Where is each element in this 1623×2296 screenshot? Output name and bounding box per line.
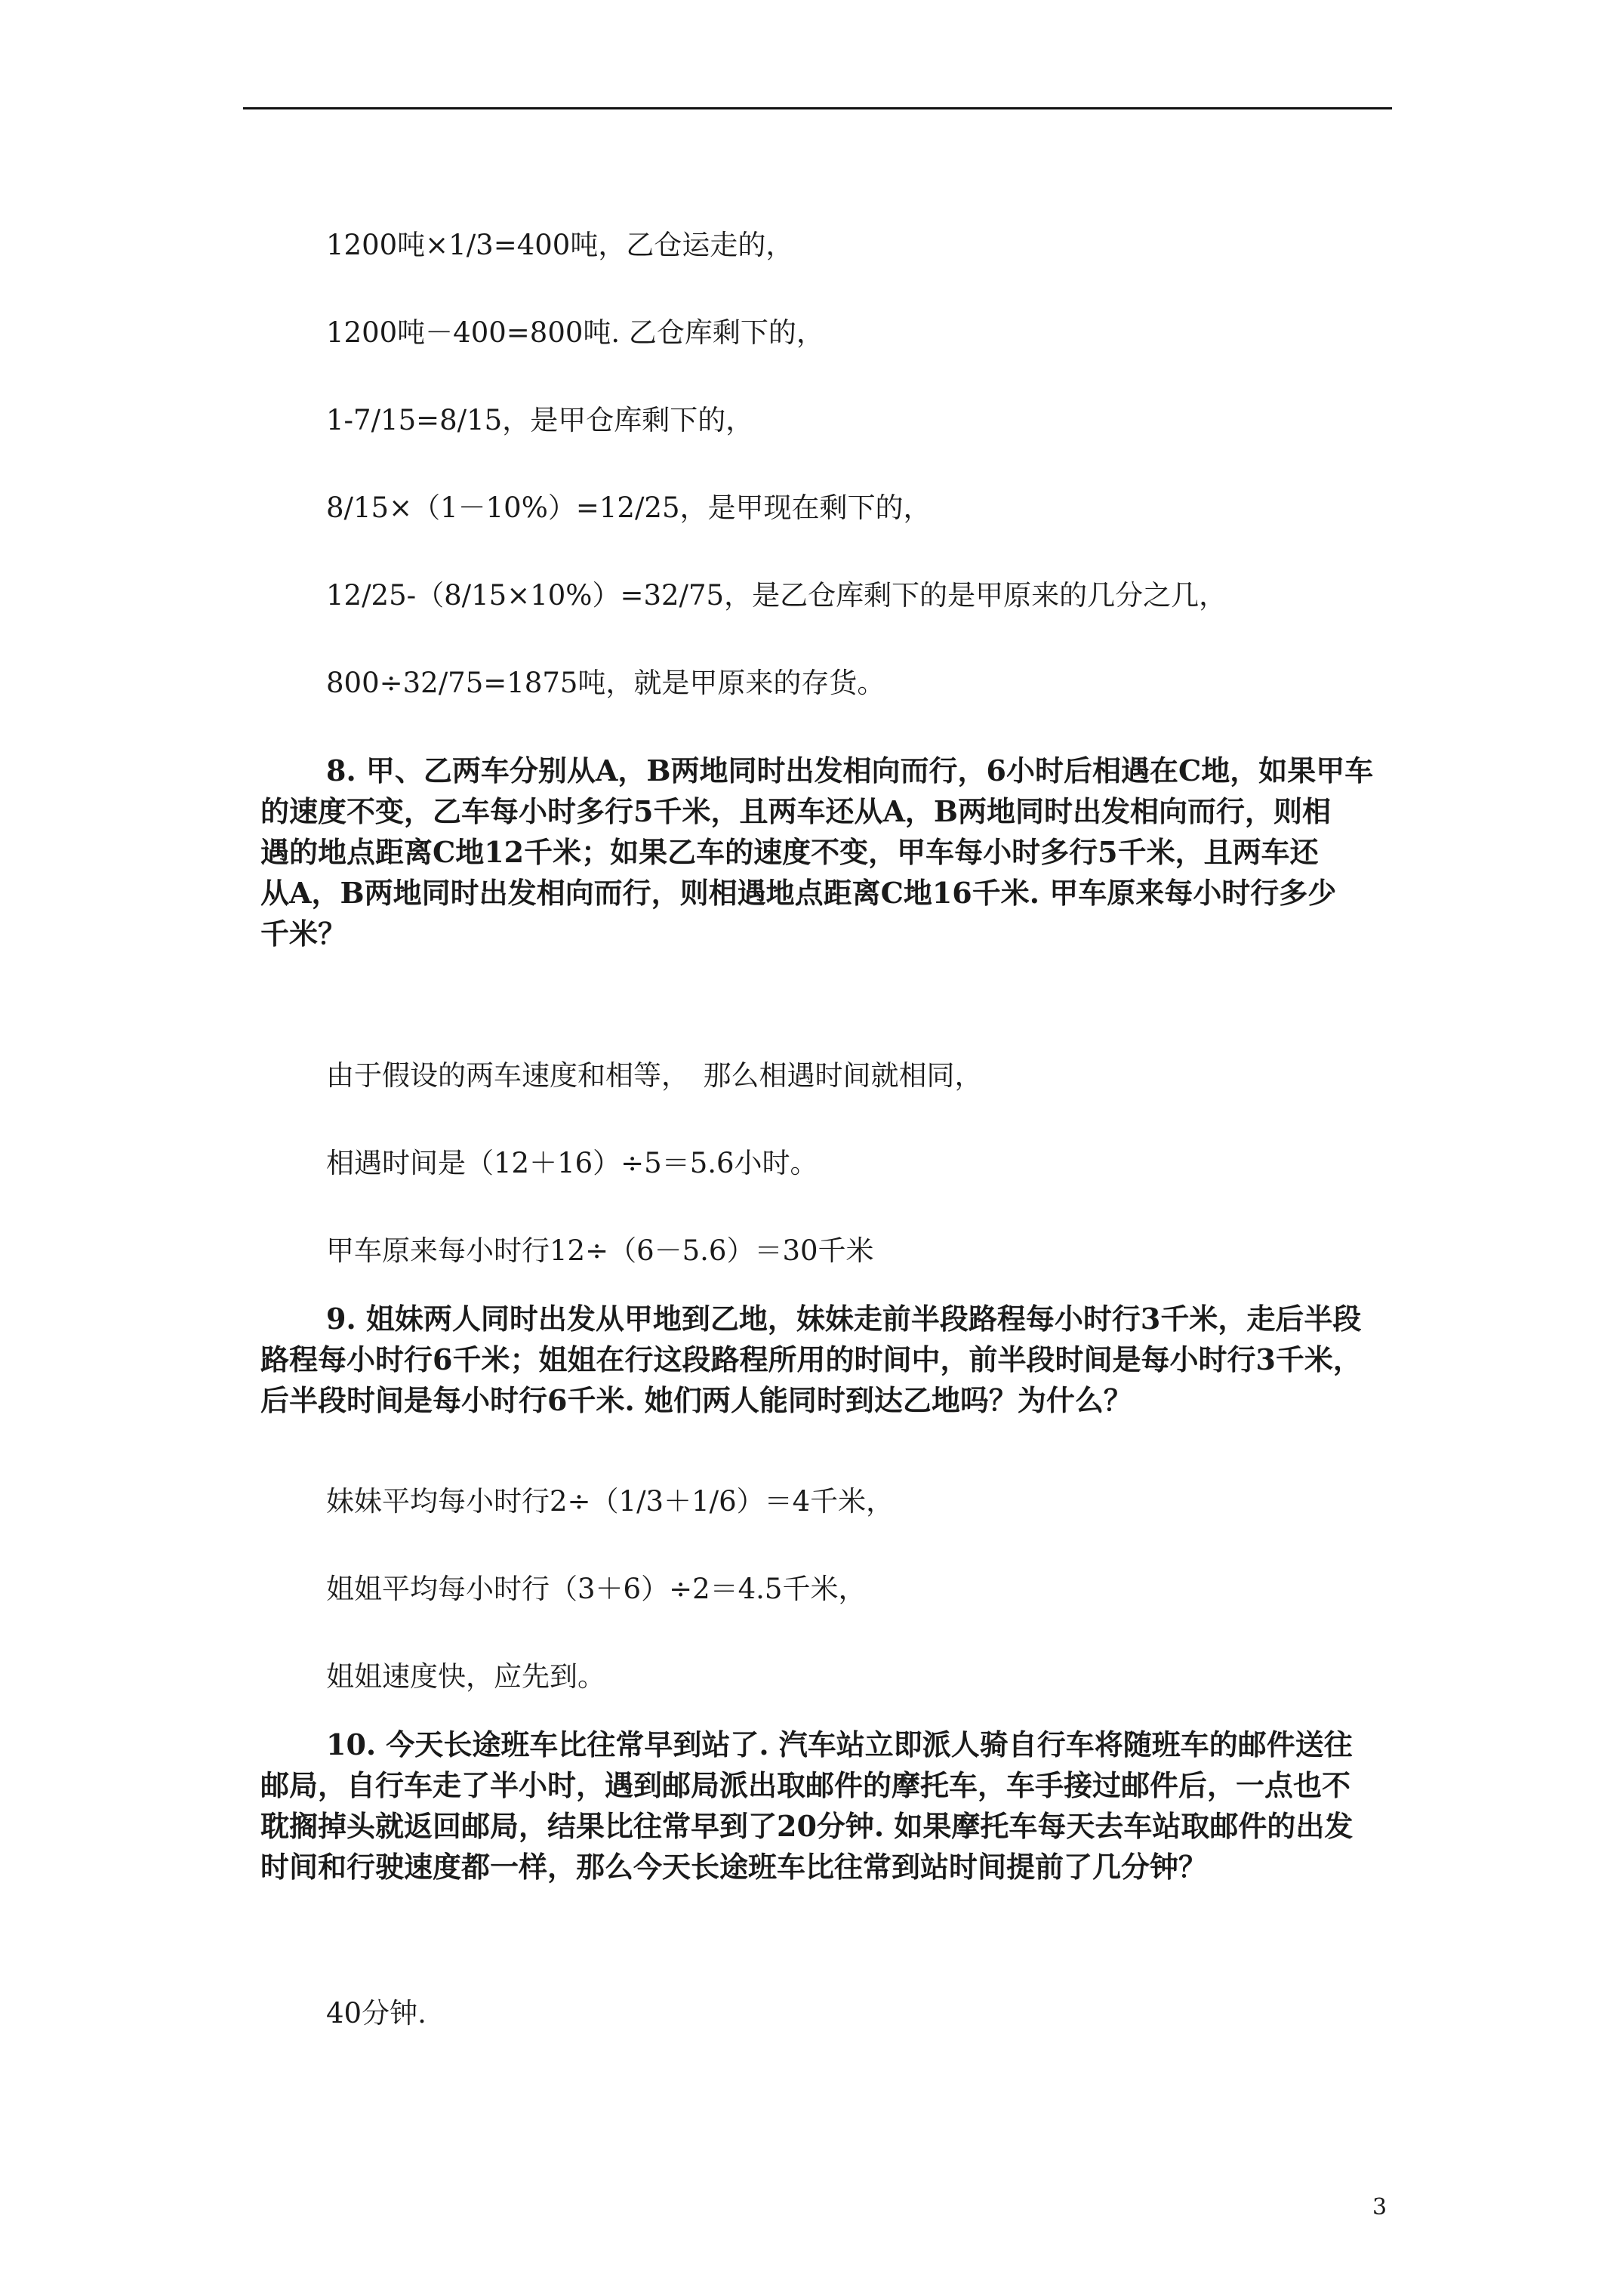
question-9-line-3: 后半段时间是每小时行6千米. 她们两人能同时到达乙地吗？为什么？: [260, 1383, 1132, 1417]
question-8: [260, 750, 1378, 954]
question-8-line-5: 千米？: [260, 917, 347, 951]
q9-answer-line-2: 姐姐平均每小时行（3＋6）÷2＝4.5千米，: [326, 1573, 867, 1605]
page-number: 3: [1372, 2194, 1387, 2220]
question-10-line-1: 10. 今天长途班车比往常早到站了. 汽车站立即派人骑自行车将随班车的邮件送往: [326, 1727, 1353, 1761]
q10-answer-line-1: 40分钟.: [326, 1997, 427, 2029]
solution-line-3: 1-7/15=8/15，是甲仓库剩下的，: [326, 404, 754, 436]
q8-answer-line-1: 由于假设的两车速度和相等， 那么相遇时间就相同，: [326, 1059, 983, 1092]
solution-line-5: 12/25-（8/15×10%）=32/75，是乙仓库剩下的是甲原来的几分之几，: [326, 579, 1227, 612]
solution-line-6: 800÷32/75=1875吨，就是甲原来的存货。: [326, 667, 885, 699]
question-8-line-4: 从A，B两地同时出发相向而行，则相遇地点距离C地16千米. 甲车原来每小时行多少: [260, 876, 1337, 910]
q9-answer-line-1: 妹妹平均每小时行2÷（1/3＋1/6）＝4千米，: [326, 1485, 895, 1518]
q8-answer-line-2: 相遇时间是（12＋16）÷5＝5.6小时。: [326, 1147, 818, 1179]
question-8-line-1: 8. 甲、乙两车分别从A，B两地同时出发相向而行，6小时后相遇在C地，如果甲车: [326, 754, 1374, 787]
solution-line-2: 1200吨－400=800吨. 乙仓库剩下的，: [326, 316, 824, 349]
question-9: [260, 1299, 1378, 1421]
solution-line-1: 1200吨×1/3=400吨，乙仓运走的，: [326, 229, 794, 261]
header-rule: [243, 107, 1392, 109]
q8-answer-line-3: 甲车原来每小时行12÷（6－5.6）＝30千米: [326, 1234, 874, 1267]
question-9-line-1: 9. 姐妹两人同时出发从甲地到乙地，妹妹走前半段路程每小时行3千米，走后半段: [326, 1302, 1362, 1336]
question-10-line-3: 耽搁掉头就返回邮局，结果比往常早到了20分钟. 如果摩托车每天去车站取邮件的出发: [260, 1809, 1354, 1843]
q9-answer-line-3: 姐姐速度快，应先到。: [326, 1660, 605, 1693]
solution-line-4: 8/15×（1－10%）=12/25，是甲现在剩下的，: [326, 492, 932, 524]
question-9-line-2: 路程每小时行6千米；姐姐在行这段路程所用的时间中，前半段时间是每小时行3千米，: [260, 1342, 1362, 1376]
question-10: [260, 1724, 1378, 1888]
question-10-line-2: 邮局，自行车走了半小时，遇到邮局派出取邮件的摩托车，车手接过邮件后，一点也不: [260, 1768, 1351, 1802]
question-8-line-3: 遇的地点距离C地12千米；如果乙车的速度不变，甲车每小时多行5千米，且两车还: [260, 835, 1319, 869]
question-10-line-4: 时间和行驶速度都一样，那么今天长途班车比往常到站时间提前了几分钟？: [260, 1850, 1208, 1884]
question-8-line-2: 的速度不变，乙车每小时多行5千米，且两车还从A，B两地同时出发相向而行，则相: [260, 794, 1332, 828]
